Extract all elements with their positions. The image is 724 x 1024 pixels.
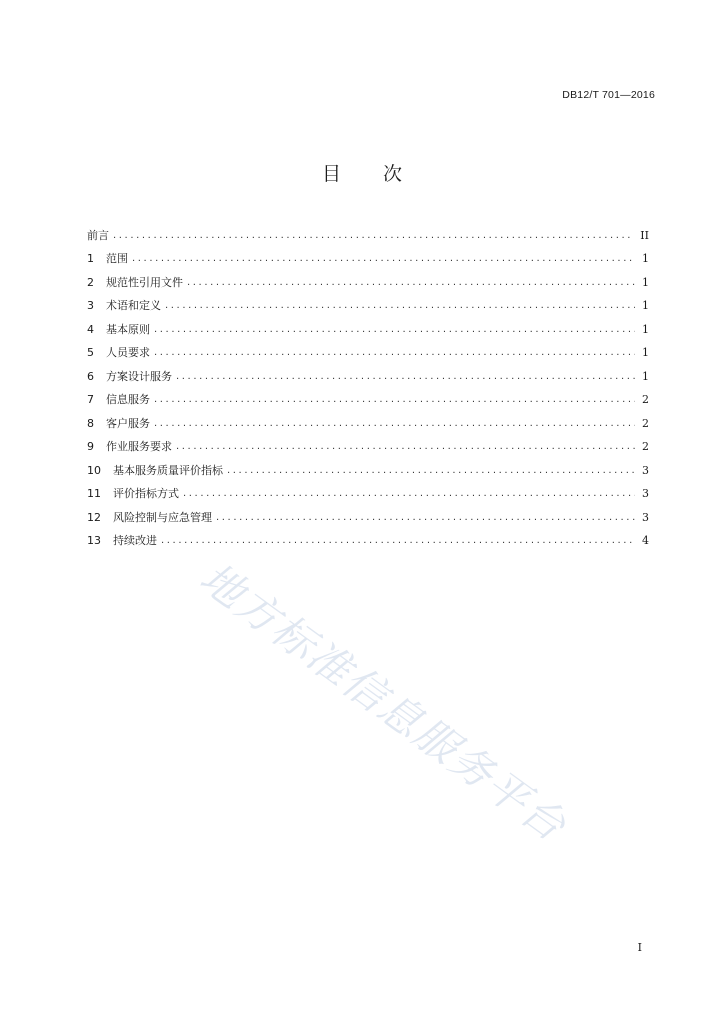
toc-dot-leader [154,323,635,337]
toc-entry-personnel-requirements[interactable] [87,337,649,361]
toc-entry-customer-service[interactable] [87,407,649,431]
toc-entry-label: 方案设计服务 [106,369,172,383]
toc-entry-label: 风险控制与应急管理 [113,510,212,524]
toc-entry-scheme-design-service[interactable] [87,360,649,384]
toc-entry-normative-references[interactable] [87,266,649,290]
toc-entry-terms-definitions[interactable] [87,290,649,314]
toc-entry-label: 前言 [87,228,109,242]
toc-entry-label: 人员要求 [106,346,150,359]
toc-entry-page: 1 [642,346,649,359]
toc-entry-continuous-improvement[interactable] [87,525,649,549]
toc-dot-leader [176,440,635,454]
toc-entry-number: 1 [87,252,94,265]
page-number: I [637,941,642,954]
toc-entry-page: 3 [642,510,649,524]
toc-entry-page: 1 [642,275,649,289]
toc-entry-label: 评价指标方式 [113,487,179,500]
toc-entry-label: 信息服务 [106,393,150,406]
toc-title: 目 次 [321,163,421,185]
toc-entry-page: 2 [642,440,649,453]
toc-dot-leader [161,534,635,548]
toc-entry-number: 10 [87,463,101,477]
toc-entry-page: 2 [642,393,649,406]
toc-dot-leader [183,487,635,501]
toc-dot-leader [216,511,635,525]
toc-entry-label: 持续改进 [113,534,157,547]
toc-entry-number: 5 [87,346,94,359]
toc-entry-scope[interactable] [87,243,649,267]
toc-dot-leader [165,299,635,313]
toc-entry-number: 13 [87,534,101,547]
toc-dot-leader [176,370,635,384]
toc-entry-number: 6 [87,369,94,383]
toc-dot-leader [154,346,635,360]
toc-dot-leader [154,393,635,407]
toc-entry-page: II [640,228,649,242]
toc-dot-leader [187,276,635,290]
toc-entry-basic-principles[interactable] [87,313,649,337]
toc-entry-number: 2 [87,275,94,289]
toc-dot-leader [227,464,635,478]
standard-code: DB12/T 701—2016 [562,89,655,101]
toc-entry-number: 11 [87,487,101,500]
toc-entry-number: 12 [87,510,101,524]
toc-entry-label: 作业服务要求 [106,440,172,453]
toc-dot-leader [154,417,635,431]
toc-entry-number: 7 [87,393,94,406]
toc-entry-number: 9 [87,440,94,453]
toc-entry-number: 8 [87,416,94,430]
toc-entry-page: 3 [642,463,649,477]
toc-entry-operation-service-requirements[interactable] [87,431,649,455]
toc-entry-page: 1 [642,369,649,383]
toc-entry-label: 术语和定义 [106,299,161,312]
toc-entry-label: 规范性引用文件 [106,275,183,289]
toc-entry-page: 2 [642,416,649,430]
toc-entry-number: 4 [87,322,94,336]
toc-entry-label: 基本原则 [106,322,150,336]
toc-entry-service-quality-indicators[interactable] [87,454,649,478]
toc-entry-page: 1 [642,299,649,312]
table-of-contents [87,219,649,548]
toc-entry-information-service[interactable] [87,384,649,408]
toc-entry-foreword[interactable] [87,219,649,243]
toc-entry-label: 范围 [106,252,128,265]
toc-entry-page: 4 [642,534,649,547]
toc-entry-page: 1 [642,252,649,265]
toc-entry-risk-emergency-management[interactable] [87,501,649,525]
toc-entry-number: 3 [87,299,94,312]
toc-entry-label: 客户服务 [106,416,150,430]
toc-entry-evaluation-method[interactable] [87,478,649,502]
toc-dot-leader [132,252,635,266]
toc-entry-label: 基本服务质量评价指标 [113,463,223,477]
toc-dot-leader [113,229,634,243]
toc-entry-page: 3 [642,487,649,500]
toc-entry-page: 1 [642,322,649,336]
watermark: 地方标准信息服务平台 [191,552,576,852]
